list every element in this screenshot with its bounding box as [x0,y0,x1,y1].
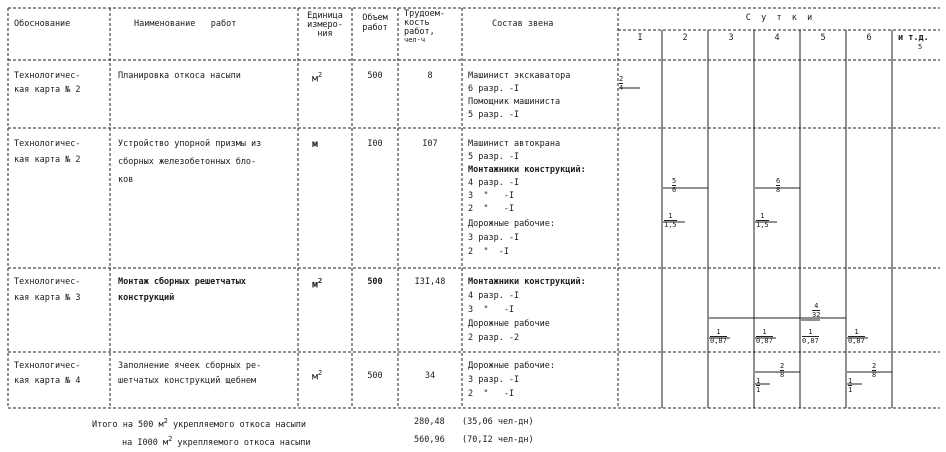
row4-unit: $м^2$ [312,369,323,383]
header-work-name: Наименование работ [134,19,237,29]
row1-work-1: Планировка откоса насыпи [118,71,241,81]
row1-basis-2: кая карта № 2 [14,85,81,95]
schedule-fraction: $\frac{6}{8}$ [776,177,781,194]
row4-basis-2: кая карта № 4 [14,376,81,386]
row4-basis-1: Технологичес- [14,361,81,371]
header-day-5: 5 [820,33,826,43]
row3-work-2: конструкций [118,293,175,303]
schedule-fraction: $\frac{1}{0,87}$ [802,328,819,345]
total-line-1-value: 280,48 [414,417,445,427]
row3-crew-2: 4 разр. -I [468,291,520,301]
total-line-1-days: (35,06 чел-дн) [462,417,534,427]
row2-crew-1: Машинист автокрана [468,139,561,149]
schedule-fraction: $\frac{2}{8}$ [780,362,785,379]
header-days-extra-sub: 5 [918,43,923,51]
header-labor-2: кость [404,18,430,28]
schedule-fraction: $\frac{1}{1,5}$ [664,212,677,229]
row1-crew-2: 6 разр. -I [468,84,520,94]
header-labor-3: работ, [404,27,435,37]
schedule-fraction: $\frac{1}{1}$ [848,377,853,394]
row2-crew-3: Монтажники конструкций: [468,165,586,175]
header-volume-1: Объем [362,13,388,23]
total-line-2-days: (70,I2 чел-дн) [462,435,534,445]
row2-work-2: сборных железобетонных бло- [118,157,257,167]
header-day-6: 6 [866,33,872,43]
header-crew: Состав звена [492,19,554,29]
header-days-title: С у т к и [745,13,813,23]
schedule-fraction: $\frac{2}{4}$ [619,75,624,92]
schedule-fraction: $\frac{1}{0,87}$ [710,328,727,345]
row1-crew-3: Помощник машиниста [468,97,561,107]
row4-labor: 34 [424,371,436,381]
schedule-fraction: $\frac{4}{32}$ [812,302,821,319]
total-line-1-label: Итого на 500 $м^2$ укрепляемого откоса насыпи [92,417,307,430]
row4-work-1: Заполнение ячеек сборных ре- [118,361,262,371]
header-basis: Обоснование [14,19,71,29]
row2-crew-2: 5 разр. -I [468,152,520,162]
schedule-fraction: $\frac{1}{0,87}$ [756,328,773,345]
row3-basis-2: кая карта № 3 [14,293,81,303]
row1-unit: $м^2$ [312,71,323,85]
row3-crew-1: Монтажники конструкций: [468,277,586,287]
row2-basis-2: кая карта № 2 [14,155,81,165]
header-days-extra: и т.д. [898,33,929,43]
row4-crew-1: Дорожные рабочие: [468,361,555,371]
header-unit-2: измеро- [307,20,343,30]
schedule-fraction: $\frac{1}{1,5}$ [756,212,769,229]
row3-crew-5: 2 разр. -2 [468,333,520,343]
row2-volume: I00 [367,139,383,149]
row3-labor: I3I,48 [414,277,446,287]
row4-volume: 500 [367,371,383,381]
row4-crew-2: 3 разр. -I [468,375,520,385]
row3-work-1: Монтаж сборных решетчатых [118,277,246,287]
total-line-2-label: на I000 $м^2$ укрепляемого откоса насыпи [122,435,311,448]
header-day-1: I [637,33,643,43]
row1-crew-4: 5 разр. -I [468,110,520,120]
schedule-fraction: $\frac{5}{6}$ [672,177,677,194]
row2-work-3: ков [118,175,134,185]
schedule-fraction: $\frac{2}{8}$ [872,362,877,379]
row3-crew-3: 3 " -I [468,305,515,315]
header-unit-3: ния [317,29,333,39]
row3-unit: $м^2$ [312,277,323,291]
row2-crew-7: Дорожные рабочие: [468,219,555,229]
header-unit-1: Единица [307,11,343,21]
row2-crew-8: 3 разр. -I [468,233,520,243]
row2-crew-9: 2 " -I [468,247,509,257]
header-volume-2: работ [362,23,388,33]
row2-crew-6: 2 " -I [468,204,515,214]
schedule-fraction: $\frac{1}{1}$ [756,377,761,394]
row3-volume: 500 [367,277,383,287]
row4-work-2: шетчатых конструкций щебнем [118,376,257,386]
row2-unit: м [312,139,319,150]
row2-crew-4: 4 разр. -I [468,178,520,188]
row4-crew-3: 2 " -I [468,389,515,399]
header-labor-1: Трудоем- [404,9,445,19]
row1-basis-1: Технологичес- [14,71,81,81]
row3-crew-4: Дорожные рабочие [468,319,550,329]
row1-labor: 8 [427,71,433,81]
row3-basis-1: Технологичес- [14,277,81,287]
total-line-2-value: 560,96 [414,435,445,445]
header-day-3: 3 [728,33,734,43]
row2-work-1: Устройство упорной призмы из [118,139,262,149]
row2-labor: I07 [422,139,438,149]
schedule-fraction: $\frac{1}{0,87}$ [848,328,865,345]
header-day-2: 2 [682,33,688,43]
row1-volume: 500 [367,71,383,81]
row2-crew-5: 3 " -I [468,191,515,201]
header-day-4: 4 [774,33,780,43]
row1-crew-1: Машинист экскаватора [468,71,571,81]
header-labor-4: чел-ч [404,36,426,44]
row2-basis-1: Технологичес- [14,139,81,149]
